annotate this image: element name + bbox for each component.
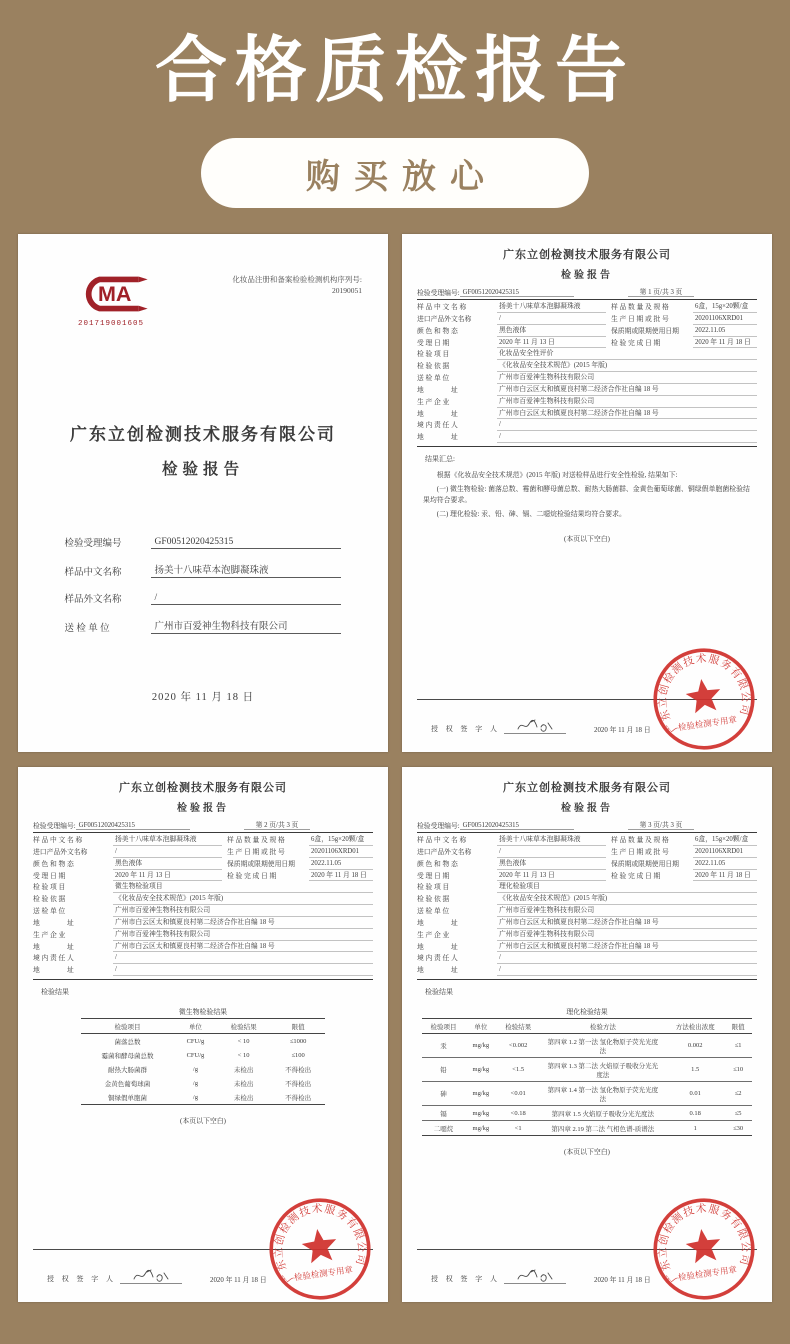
field-value: 广州市白云区太和镇夏良村第二经济合作社自编 18 号 — [497, 942, 757, 953]
field-value: 20201106XRD01 — [693, 314, 757, 325]
cover-page — [18, 234, 388, 752]
info-row — [417, 894, 757, 905]
field-value: 2022.11.05 — [693, 859, 757, 870]
field-value: 广州市百爱神生物科技有限公司 — [113, 906, 373, 917]
field-value: 扬美十八味草本泡脚凝珠液 — [497, 835, 606, 846]
field-label: 送 检 单 位 — [417, 375, 450, 383]
field-value: 2022.11.05 — [309, 859, 373, 870]
info-row — [33, 930, 373, 941]
company-name: 广东立创检测技术服务有限公司 — [503, 249, 671, 261]
field-value: 化妆品安全性评价 — [497, 349, 757, 360]
field-label: 颜 色 和 物 态 — [417, 327, 458, 335]
report-title: 检验报告 — [561, 803, 613, 814]
table-cell: <1 — [497, 1121, 540, 1136]
table-cell: 1 — [666, 1121, 724, 1136]
info-row — [33, 882, 373, 893]
table-cell: <0.002 — [509, 1042, 528, 1050]
field-label: 样 品 中 文 名 称 — [417, 304, 467, 311]
blank-note: (本页以下空白) — [564, 1149, 610, 1157]
field-label: 生 产 企 业 — [417, 931, 450, 939]
field-value: 理化检验项目 — [497, 882, 757, 893]
field-value: 6盒，15g×20颗/盒 — [693, 302, 757, 313]
cover-field-row — [65, 591, 342, 605]
results-section-label: 检验结果 — [425, 988, 453, 997]
field-value: 广州市白云区太和镇夏良村第二经济合作社自编 18 号 — [497, 409, 757, 420]
field-label: 检 验 项 目 — [417, 884, 450, 892]
accept-number-label: 检验受理编号: — [33, 823, 76, 830]
field-value: / — [497, 847, 606, 858]
micro-table — [81, 1018, 326, 1105]
buy-badge-label: 购买放心 — [306, 157, 498, 196]
accept-number-label: 检验受理编号: — [417, 823, 460, 830]
info-row — [417, 302, 757, 313]
table-cell: 不得检出 — [285, 1094, 312, 1102]
field-label: 生 产 企 业 — [33, 931, 66, 939]
table-cell: 砷 — [422, 1082, 465, 1106]
info-row — [417, 906, 757, 917]
report-title: 检验报告 — [561, 270, 613, 281]
field-label: 地 址 — [417, 434, 458, 442]
field-label: 进口产品外文名称 — [417, 315, 472, 323]
cover-field-value: 扬美十八味草本泡脚凝珠液 — [151, 562, 342, 578]
field-value: / — [113, 965, 373, 976]
cover-field-value: GF00512020425315 — [151, 537, 342, 549]
cover-top — [42, 268, 364, 328]
cma-logo — [78, 274, 154, 328]
field-value: 2020 年 11 月 13 日 — [497, 338, 606, 349]
field-label: 检 验 依 据 — [417, 896, 450, 904]
report-page-3 — [402, 767, 772, 1302]
field-value: 黑色液体 — [497, 859, 606, 870]
field-label: 颜 色 和 物 态 — [33, 860, 74, 868]
table-cell: <1.5 — [497, 1058, 540, 1082]
svg-text:广东立创检测技术服务有限公司: 广东立创检测技术服务有限公司 — [657, 653, 751, 734]
field-value: 《化妆品安全技术规范》(2015 年版) — [497, 361, 757, 372]
field-value: / — [113, 953, 373, 964]
info-row — [417, 847, 757, 858]
field-value: 6盒，15g×20颗/盒 — [693, 835, 757, 846]
field-label: 地 址 — [417, 943, 458, 951]
field-label: 进口产品外文名称 — [33, 848, 88, 856]
field-label: 检 验 项 目 — [417, 351, 450, 359]
cover-field-value: / — [151, 593, 342, 605]
document-pages — [0, 208, 790, 1302]
field-value: 广州市百爱神生物科技有限公司 — [497, 397, 757, 408]
table-row — [422, 1121, 752, 1136]
column-header: 检验结果 — [216, 1019, 270, 1034]
table-title: 微生物检验结果 — [178, 1009, 228, 1017]
cma-logo-icon — [78, 274, 154, 314]
table-row — [81, 1034, 326, 1049]
signature-icon — [504, 718, 566, 734]
company-name: 广东立创检测技术服务有限公司 — [70, 425, 336, 444]
table-cell: ≤10 — [724, 1058, 751, 1082]
table-cell: < 10 — [237, 1051, 250, 1059]
table-row — [81, 1090, 326, 1105]
field-value: 20201106XRD01 — [309, 847, 373, 858]
company-stamp-icon — [260, 1189, 380, 1302]
table-cell: CFU/g — [186, 1037, 205, 1045]
column-header: 检验项目 — [422, 1019, 465, 1034]
field-label: 地 址 — [417, 919, 458, 927]
field-label: 颜 色 和 物 态 — [417, 860, 458, 868]
column-header: 单位 — [174, 1019, 216, 1034]
table-cell: 第四章 1.3 第二法 火焰原子吸收分光光度法 — [540, 1058, 666, 1082]
field-label: 保质期或限期使用日期 — [227, 860, 295, 868]
field-value: 20201106XRD01 — [693, 847, 757, 858]
field-label: 境 内 责 任 人 — [417, 955, 458, 963]
svg-text:检验检测专用章: 检验检测专用章 — [293, 1264, 354, 1283]
table-cell: 二噁烷 — [422, 1121, 465, 1136]
table-cell: 不得检出 — [285, 1080, 312, 1088]
field-label: 保质期或限期使用日期 — [611, 327, 679, 335]
table-cell: 汞 — [440, 1043, 447, 1051]
field-label: 样 品 中 文 名 称 — [33, 837, 83, 844]
accept-number-value: GF00512020425315 — [460, 822, 574, 830]
agency-serial-label: 化妆品注册和备案检验检测机构序列号: — [232, 275, 362, 284]
info-row — [417, 942, 757, 953]
svg-text:MA: MA — [97, 281, 132, 306]
cover-field-row — [65, 535, 342, 549]
field-value: 《化妆品安全技术规范》(2015 年版) — [113, 894, 373, 905]
company-name: 广东立创检测技术服务有限公司 — [119, 782, 287, 794]
accept-number-label: 检验受理编号: — [417, 290, 460, 297]
field-label: 送 检 单 位 — [417, 908, 450, 916]
summary-intro: 根据《化妆品安全技术规范》(2015 年版) 对送检样品进行安全性检验, 结果如下: — [436, 472, 678, 480]
field-label: 生 产 日 期 或 批 号 — [611, 848, 669, 856]
report-date: 2020 年 11 月 18 日 — [151, 692, 255, 703]
table-cell: 1.5 — [666, 1058, 724, 1082]
column-header: 方法检出浓度 — [666, 1019, 724, 1034]
field-value: / — [497, 314, 606, 325]
svg-text:广东立创检测技术服务有限公司: 广东立创检测技术服务有限公司 — [273, 1203, 367, 1284]
field-label: 地 址 — [33, 967, 74, 975]
info-row — [417, 930, 757, 941]
agency-serial-block — [232, 274, 362, 297]
table-cell: 0.18 — [666, 1106, 724, 1121]
table-row — [422, 1082, 752, 1106]
info-row — [417, 835, 757, 846]
field-value: 广州市百爱神生物科技有限公司 — [497, 373, 757, 384]
table-cell: mg/kg — [465, 1058, 497, 1082]
summary-section — [417, 467, 757, 523]
accept-number-value: GF00512020425315 — [76, 822, 190, 830]
agency-serial-number: 20190051 — [332, 286, 362, 296]
table-cell: < 10 — [237, 1037, 250, 1045]
field-value: 黑色液体 — [113, 859, 222, 870]
field-value: 2022.11.05 — [693, 326, 757, 337]
report-title: 检验报告 — [161, 461, 244, 478]
cover-fields — [65, 535, 342, 647]
info-row — [417, 918, 757, 929]
field-label: 地 址 — [417, 410, 458, 418]
field-label: 检 验 依 据 — [33, 896, 66, 904]
field-value: 广州市白云区太和镇夏良村第二经济合作社自编 18 号 — [497, 385, 757, 396]
report-title: 检验报告 — [177, 803, 229, 814]
buy-badge — [201, 138, 589, 208]
table-row — [422, 1058, 752, 1082]
accept-number-value: GF00512020425315 — [460, 289, 574, 297]
table-row — [81, 1048, 326, 1062]
info-row — [417, 871, 757, 882]
signer-label: 授 权 签 字 人 — [431, 1275, 500, 1283]
sign-date: 2020 年 11 月 18 日 — [594, 727, 651, 734]
table-row — [81, 1076, 326, 1090]
field-label: 受 理 日 期 — [33, 872, 66, 880]
field-value: 2020 年 11 月 18 日 — [693, 871, 757, 882]
table-cell: <0.01 — [497, 1082, 540, 1106]
field-label: 样 品 中 文 名 称 — [417, 837, 467, 844]
info-row — [417, 338, 757, 349]
info-row — [417, 326, 757, 337]
cover-field-label: 检验受理编号 — [64, 539, 122, 549]
info-row — [417, 409, 757, 420]
signature-icon — [120, 1268, 182, 1284]
info-row — [33, 894, 373, 905]
info-row — [33, 965, 373, 976]
table-cell: mg/kg — [465, 1082, 497, 1106]
field-value: 2020 年 11 月 18 日 — [693, 338, 757, 349]
field-label: 进口产品外文名称 — [417, 848, 472, 856]
info-table — [417, 300, 757, 447]
field-label: 检 验 依 据 — [417, 363, 450, 371]
table-row — [422, 1106, 752, 1121]
cover-field-value: 广州市百爱神生物科技有限公司 — [151, 618, 342, 634]
field-label: 受 理 日 期 — [417, 872, 450, 880]
info-row — [33, 906, 373, 917]
field-value: 微生物检验项目 — [113, 882, 373, 893]
field-label: 境 内 责 任 人 — [417, 422, 458, 430]
field-value: 6盒，15g×20颗/盒 — [309, 835, 373, 846]
accept-number-row — [417, 286, 757, 300]
field-value: 2020 年 11 月 13 日 — [113, 871, 222, 882]
cover-field-row — [65, 618, 342, 634]
field-label: 样 品 数 量 及 规 格 — [611, 304, 669, 311]
signature-section — [417, 1203, 757, 1292]
table-cell: 金黄色葡萄球菌 — [104, 1080, 151, 1088]
field-label: 生 产 日 期 或 批 号 — [227, 848, 285, 856]
field-value: 扬美十八味草本泡脚凝珠液 — [113, 835, 222, 846]
field-value: 广州市百爱神生物科技有限公司 — [113, 930, 373, 941]
table-cell: 铜绿假单胞菌 — [108, 1094, 148, 1102]
field-label: 检 验 完 成 日 期 — [611, 872, 661, 880]
field-value: 广州市百爱神生物科技有限公司 — [497, 930, 757, 941]
cover-field-label: 样品外文名称 — [64, 595, 122, 605]
table-cell: /g — [192, 1065, 198, 1073]
results-section-label: 检验结果 — [41, 988, 69, 997]
page-indicator: 第 3 页/共 3 页 — [628, 819, 695, 830]
field-value: 黑色液体 — [497, 326, 606, 337]
table-cell: 铅 — [422, 1058, 465, 1082]
field-label: 送 检 单 位 — [33, 908, 66, 916]
table-cell: ≤2 — [724, 1082, 751, 1106]
company-stamp-icon — [644, 639, 764, 752]
table-cell: /g — [192, 1093, 198, 1101]
table-cell: mg/kg — [472, 1042, 490, 1050]
info-row — [417, 373, 757, 384]
table-cell: ≤5 — [724, 1106, 751, 1121]
svg-text:检验检测专用章: 检验检测专用章 — [677, 1264, 738, 1283]
info-row — [417, 965, 757, 976]
table-cell: <0.18 — [497, 1106, 540, 1121]
summary-title: 结果汇总: — [425, 455, 455, 464]
info-row — [417, 882, 757, 893]
info-row — [417, 385, 757, 396]
field-label: 地 址 — [33, 943, 74, 951]
info-row — [417, 361, 757, 372]
field-value: 《化妆品安全技术规范》(2015 年版) — [497, 894, 757, 905]
company-name: 广东立创检测技术服务有限公司 — [503, 782, 671, 794]
report-page-1 — [402, 234, 772, 752]
field-label: 生 产 企 业 — [417, 398, 450, 406]
field-value: / — [497, 953, 757, 964]
field-value: / — [497, 420, 757, 431]
signer-label: 授 权 签 字 人 — [47, 1275, 116, 1283]
sign-date: 2020 年 11 月 18 日 — [210, 1277, 267, 1284]
table-cell: 0.01 — [666, 1082, 724, 1106]
svg-text:广东立创检测技术服务有限公司: 广东立创检测技术服务有限公司 — [657, 1203, 751, 1284]
sign-date: 2020 年 11 月 18 日 — [594, 1277, 651, 1284]
summary-item: (二) 理化检验: 汞、铅、砷、镉、二噁烷检验结果均符合要求。 — [436, 511, 626, 519]
signature-icon — [504, 1268, 566, 1284]
info-row — [33, 835, 373, 846]
page-indicator: 第 1 页/共 3 页 — [628, 286, 695, 297]
field-label: 检 验 完 成 日 期 — [611, 339, 661, 347]
table-cell: 第四章 2.19 第二法 气相色谱-质谱法 — [540, 1121, 666, 1136]
column-header: 检验结果 — [497, 1019, 540, 1034]
table-cell: 未检出 — [233, 1094, 254, 1102]
table-cell: ≤100 — [291, 1051, 305, 1059]
table-row — [422, 1034, 752, 1058]
table-cell: ≤1 — [734, 1042, 742, 1050]
column-header: 检验项目 — [81, 1019, 175, 1034]
info-row — [33, 847, 373, 858]
field-value: / — [113, 847, 222, 858]
column-header: 限值 — [724, 1019, 751, 1034]
field-value: / — [497, 432, 757, 443]
company-stamp-icon — [644, 1189, 764, 1302]
table-cell: 0.002 — [687, 1042, 703, 1050]
table-cell: 第四章 1.2 第一法 氢化物原子荧光光度法 — [547, 1038, 659, 1055]
star-icon — [684, 1227, 723, 1264]
table-cell: 耐热大肠菌群 — [108, 1066, 148, 1074]
table-cell: 菌落总数 — [114, 1038, 141, 1046]
table-cell: 镉 — [422, 1106, 465, 1121]
summary-item: (一) 微生物检验: 菌落总数、霉菌和酵母菌总数、耐热大肠菌群、金黄色葡萄球菌、铜绿假单胞菌检验结果均符合要求。 — [423, 486, 750, 505]
info-row — [417, 953, 757, 964]
field-value: 广州市白云区太和镇夏良村第二经济合作社自编 18 号 — [497, 918, 757, 929]
field-value: 广州市百爱神生物科技有限公司 — [497, 906, 757, 917]
signature-section — [417, 653, 757, 742]
info-row — [33, 918, 373, 929]
table-cell: 不得检出 — [285, 1066, 312, 1074]
field-label: 生 产 日 期 或 批 号 — [611, 315, 669, 323]
field-value: / — [497, 965, 757, 976]
svg-text:检验检测专用章: 检验检测专用章 — [677, 714, 738, 733]
blank-note: (本页以下空白) — [180, 1118, 226, 1126]
table-cell: 霉菌和酵母菌总数 — [101, 1052, 154, 1060]
info-row — [33, 953, 373, 964]
info-table — [417, 833, 757, 980]
cma-certificate-number: 201719001605 — [78, 320, 145, 328]
info-row — [417, 314, 757, 325]
cover-field-label: 送 检 单 位 — [64, 624, 110, 634]
table-cell: mg/kg — [465, 1106, 497, 1121]
field-value: 广州市白云区太和镇夏良村第二经济合作社自编 18 号 — [113, 918, 373, 929]
banner-title: 合格质检报告 — [154, 31, 635, 111]
cover-field-row — [65, 562, 342, 578]
field-label: 检 验 项 目 — [33, 884, 66, 892]
table-cell: CFU/g — [186, 1051, 205, 1059]
field-label: 地 址 — [417, 967, 458, 975]
star-icon — [684, 677, 723, 714]
physchem-table — [422, 1018, 752, 1136]
table-cell: 第四章 1.5 火焰原子吸收分光光度法 — [540, 1106, 666, 1121]
field-value: 2020 年 11 月 18 日 — [309, 871, 373, 882]
column-header: 检验方法 — [540, 1019, 666, 1034]
accept-number-row — [417, 819, 757, 833]
table-cell: 第四章 1.4 第一法 氢化物原子荧光光度法 — [540, 1082, 666, 1106]
field-value: 2020 年 11 月 13 日 — [497, 871, 606, 882]
report-page-2 — [18, 767, 388, 1302]
signature-section — [33, 1203, 373, 1292]
table-cell: ≤1000 — [289, 1037, 307, 1045]
star-icon — [300, 1227, 339, 1264]
table-row — [81, 1062, 326, 1076]
field-label: 保质期或限期使用日期 — [611, 860, 679, 868]
info-row — [33, 942, 373, 953]
info-row — [417, 397, 757, 408]
info-row — [33, 871, 373, 882]
table-cell: 未检出 — [233, 1066, 254, 1074]
field-value: 广州市白云区太和镇夏良村第二经济合作社自编 18 号 — [113, 942, 373, 953]
field-label: 样 品 数 量 及 规 格 — [227, 837, 285, 844]
table-cell: /g — [192, 1079, 198, 1087]
table-cell: ≤30 — [724, 1121, 751, 1136]
table-cell: mg/kg — [465, 1121, 497, 1136]
info-row — [417, 432, 757, 443]
info-row — [33, 859, 373, 870]
signer-label: 授 权 签 字 人 — [431, 725, 500, 733]
accept-number-row — [33, 819, 373, 833]
field-label: 地 址 — [33, 919, 74, 927]
info-row — [417, 420, 757, 431]
banner — [0, 0, 790, 208]
field-label: 样 品 数 量 及 规 格 — [611, 837, 669, 844]
table-cell: 未检出 — [233, 1080, 254, 1088]
info-row — [417, 859, 757, 870]
page-indicator: 第 2 页/共 3 页 — [244, 819, 311, 830]
cover-field-label: 样品中文名称 — [64, 568, 122, 578]
blank-note: (本页以下空白) — [564, 536, 610, 544]
table-title: 理化检验结果 — [566, 1009, 608, 1017]
field-label: 受 理 日 期 — [417, 339, 450, 347]
info-row — [417, 349, 757, 360]
field-label: 检 验 完 成 日 期 — [227, 872, 277, 880]
info-table — [33, 833, 373, 980]
column-header: 限值 — [271, 1019, 326, 1034]
field-label: 境 内 责 任 人 — [33, 955, 74, 963]
field-label: 地 址 — [417, 386, 458, 394]
field-value: 扬美十八味草本泡脚凝珠液 — [497, 302, 606, 313]
column-header: 单位 — [465, 1019, 497, 1034]
